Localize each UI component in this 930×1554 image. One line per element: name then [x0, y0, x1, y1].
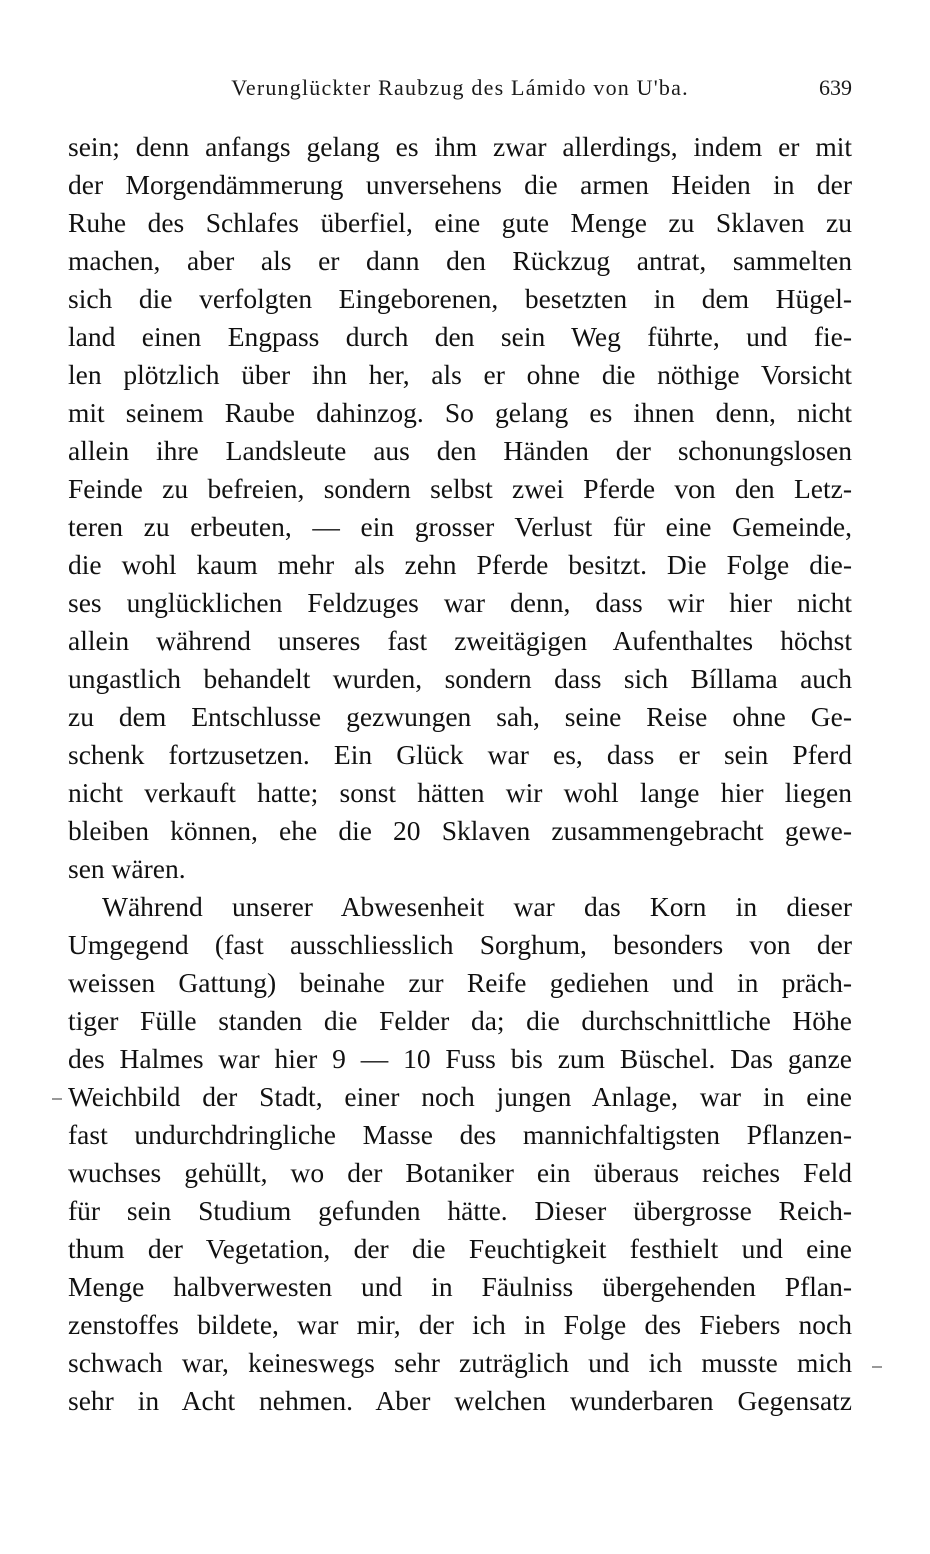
text-line: Feinde zu befreien, sondern selbst zwei Pferde von den Letz- — [68, 473, 852, 504]
paragraph-2 — [68, 888, 852, 1420]
running-head — [68, 72, 852, 108]
text-line: allein ihre Landsleute aus den Händen der schonungslosen — [68, 435, 852, 466]
text-line: die wohl kaum mehr als zehn Pferde besitzt. Die Folge die- — [68, 549, 852, 580]
text-line: zenstoffes bildete, war mir, der ich in Folge des Fiebers noch — [68, 1309, 852, 1340]
running-title: Verunglückter Raubzug des Lámido von U'ba. — [231, 75, 689, 100]
margin-mark — [872, 1366, 882, 1368]
text-line: schwach war, keineswegs sehr zuträglich und ich musste mich — [68, 1347, 852, 1378]
text-line: teren zu erbeuten, — ein grosser Verlust für eine Gemeinde, — [68, 511, 852, 542]
body-text — [68, 128, 852, 1420]
text-line: ungastlich behandelt wurden, sondern dass sich Bíllama auch — [68, 663, 852, 694]
text-line: Während unserer Abwesenheit war das Korn in dieser — [102, 891, 852, 922]
text-line: Umgegend (fast ausschliesslich Sorghum, besonders von der — [68, 929, 852, 960]
text-line: Weichbild der Stadt, einer noch jungen Anlage, war in eine — [68, 1081, 852, 1112]
text-line: wuchses gehüllt, wo der Botaniker ein überaus reiches Feld — [68, 1157, 852, 1188]
text-line: des Halmes war hier 9 — 10 Fuss bis zum Büschel. Das ganze — [68, 1043, 852, 1074]
text-line: sen wären. — [68, 853, 186, 884]
text-line: zu dem Entschlusse gezwungen sah, seine Reise ohne Ge- — [68, 701, 852, 732]
text-line: bleiben können, ehe die 20 Sklaven zusammengebracht gewe- — [68, 815, 852, 846]
text-line: machen, aber als er dann den Rückzug antrat, sammelten — [68, 245, 852, 276]
text-line: land einen Engpass durch den sein Weg führte, und fie- — [68, 321, 852, 352]
text-line: len plötzlich über ihn her, als er ohne die nöthige Vorsicht — [68, 359, 852, 390]
text-line: nicht verkauft hatte; sonst hätten wir wohl lange hier liegen — [68, 777, 852, 808]
text-line: mit seinem Raube dahinzog. So gelang es ihnen denn, nicht — [68, 397, 852, 428]
text-line: Menge halbverwesten und in Fäulniss übergehenden Pflan- — [68, 1271, 852, 1302]
page-number: 639 — [819, 75, 852, 100]
text-line: allein während unseres fast zweitägigen Aufenthaltes höchst — [68, 625, 852, 656]
text-line: sich die verfolgten Eingeborenen, besetzten in dem Hügel- — [68, 283, 852, 314]
margin-mark — [52, 1098, 62, 1100]
text-line: der Morgendämmerung unversehens die armen Heiden in der — [68, 169, 852, 200]
text-line: Ruhe des Schlafes überfiel, eine gute Menge zu Sklaven zu — [68, 207, 852, 238]
text-line: sehr in Acht nehmen. Aber welchen wunderbaren Gegensatz — [68, 1385, 852, 1416]
text-line: für sein Studium gefunden hätte. Dieser übergrosse Reich- — [68, 1195, 852, 1226]
text-line: sein; denn anfangs gelang es ihm zwar allerdings, indem er mit — [68, 131, 852, 162]
text-line: fast undurchdringliche Masse des mannichfaltigsten Pflanzen- — [68, 1119, 852, 1150]
text-line: weissen Gattung) beinahe zur Reife gediehen und in präch- — [68, 967, 852, 998]
text-line: ses unglücklichen Feldzuges war denn, dass wir hier nicht — [68, 587, 852, 618]
text-line: thum der Vegetation, der die Feuchtigkeit festhielt und eine — [68, 1233, 852, 1264]
paragraph-1 — [68, 128, 852, 888]
text-line: schenk fortzusetzen. Ein Glück war es, dass er sein Pferd — [68, 739, 852, 770]
text-line: tiger Fülle standen die Felder da; die durchschnittliche Höhe — [68, 1005, 852, 1036]
